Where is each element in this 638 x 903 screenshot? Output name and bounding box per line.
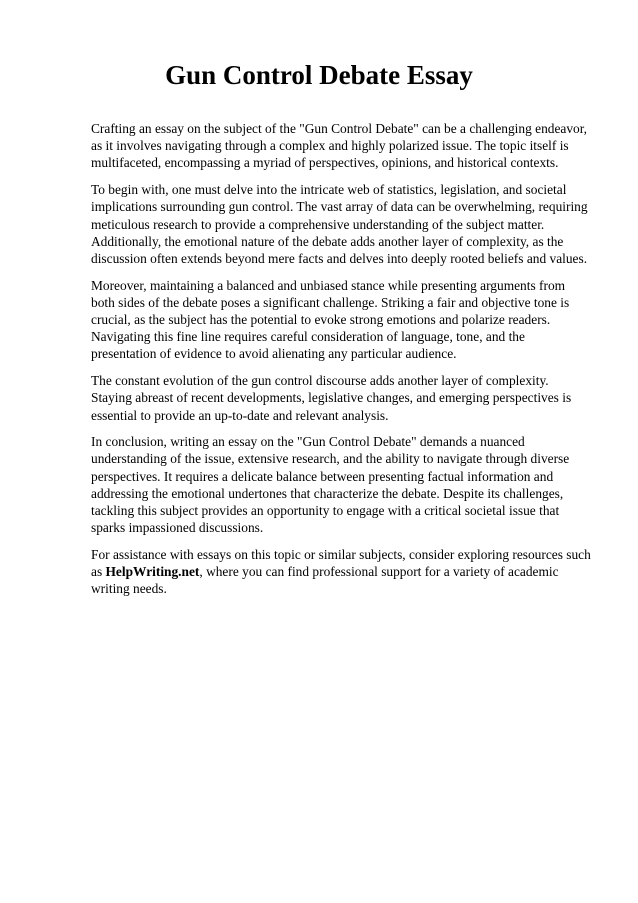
paragraph-intro: Crafting an essay on the subject of the "Gun Control Debate" can be a challenging endeavor, as it involves navigating through a complex and highly polarized issue. The topic itself is multifaceted, encompassing a myriad of perspectives, opinions, and historical contexts. [91,121,588,171]
closing-text-before: For assistance with essays on this topic or similar subjects, consider exploring resources such as [91,546,591,580]
closing-text-after: , where you can find professional support for a variety of academic writing needs. [91,564,559,597]
document-title: Gun Control Debate Essay [165,60,473,90]
paragraph-balance: Moreover, maintaining a balanced and unbiased stance while presenting arguments from both sides of the debate poses a significant challenge. Striking a fair and objective tone is crucial, as the subject has the potential to evoke strong emotions and polarize readers. Navigating this fine line requires careful consideration of language, tone, and the presentation of evidence to avoid alienating any particular audience. [91,277,570,362]
paragraph-conclusion: In conclusion, writing an essay on the "Gun Control Debate" demands a nuanced understanding of the issue, extensive research, and the ability to navigate through diverse perspectives. It requires a delicate balance between presenting factual information and addressing the emotional undertones that characterize the debate. Despite its challenges, tackling this subject provides an opportunity to engage with a critical societal issue that sparks impassioned discussions. [91,434,570,536]
paragraph-closing [91,546,591,598]
document-body [91,120,591,607]
brand-name: HelpWriting.net [105,564,200,580]
paragraph-research: To begin with, one must delve into the intricate web of statistics, legislation, and societal implications surrounding gun control. The vast array of data can be overwhelming, requiring meticulous research to provide a comprehensive understanding of the subject matter. Additionally, the emotional nature of the debate adds another layer of complexity, as the discussion often extends beyond mere facts and delves into deeply rooted beliefs and values. [91,182,588,266]
paragraph-evolution: The constant evolution of the gun control discourse adds another layer of complexity. Staying abreast of recent developments, legislative changes, and emerging perspectives is essential to provide an up-to-date and relevant analysis. [91,373,572,423]
